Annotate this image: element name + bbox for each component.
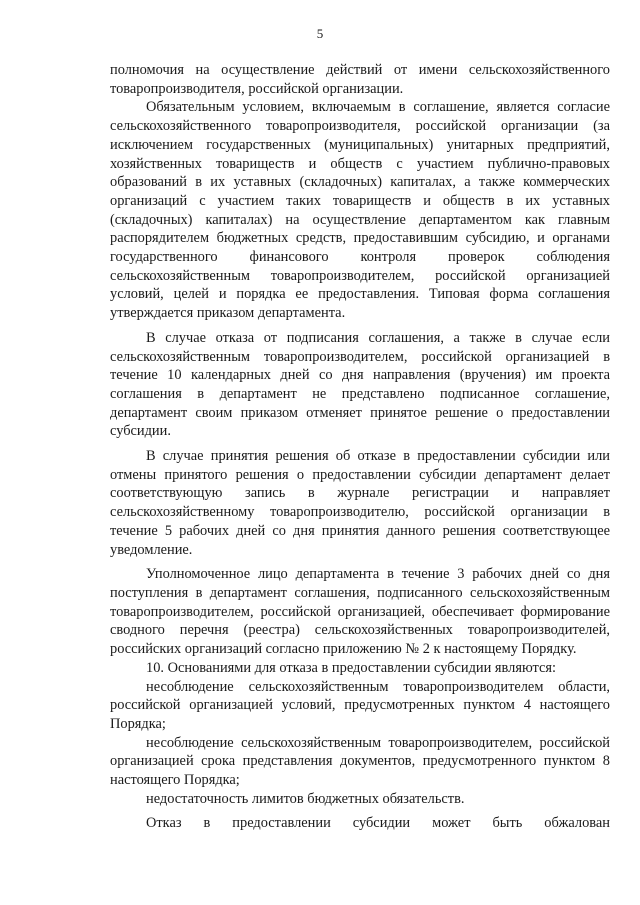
paragraph-ground-deadline: несоблюдение сельскохозяйственным товаропроизводителем, российской организацией срока представления документов, предусмотренного пунктом 8 настоящего Порядка;: [110, 734, 610, 789]
paragraph-continuation: полномочия на осуществление действий от имени сельскохозяйственного товаропроизводителя, российской организации.: [110, 62, 610, 97]
paragraph-appeal: Отказ в предоставлении субсидии может быть обжалован: [146, 815, 610, 832]
paragraph-registry-formation: Уполномоченное лицо департамента в течение 3 рабочих дней со дня поступления в департамент соглашения, подписанного сельскохозяйственным товаропроизводителем, российской организацией, обеспечивает формирование сводного перечня (реестра) сельскохозяйственных товаропроизводителей, российских организаций согласно приложению № 2 к настоящему Порядку.: [110, 566, 610, 658]
paragraph-agreement-condition: Обязательным условием, включаемым в соглашение, является согласие сельскохозяйственного товаропроизводителя, российской организации (за исключением государственных (муниципальных) унитарных предприятий, хозяйственных товариществ и обществ с участием публично-правовых образований в их уставных (складочных) капиталах, а также коммерческих организаций с участием таких товариществ и обществ в их уставных (складочных) капиталах) на осуществление департаментом как главным распорядителем бюджетных средств, предоставившим субсидию, и органами государственного финансового контроля проверок соблюдения сельскохозяйственным товаропроизводителем, российской организацией условий, целей и порядка ее предоставления. Типовая форма соглашения утверждается приказом департамента.: [110, 99, 610, 322]
document-body: [110, 61, 610, 833]
paragraph-refusal-to-sign: В случае отказа от подписания соглашения, а также в случае если сельскохозяйственным товаропроизводителем, российской организацией в течение 10 календарных дней со дня направления (вручения) им проекта соглашения в департамент не представлено подписанное соглашение, департамент своим приказом отменяет принятое решение о предоставлении субсидии.: [110, 329, 610, 440]
paragraph-ground-limits: недостаточность лимитов бюджетных обязательств.: [146, 790, 465, 807]
paragraph-refusal-decision: В случае принятия решения об отказе в предоставлении субсидии или отмены принятого решения о предоставлении субсидии департамент делает соответствующую запись в журнале регистрации и направляет сельскохозяйственному товаропроизводителю, российской организации в течение 5 рабочих дней со дня принятия данного решения соответствующее уведомление.: [110, 448, 610, 558]
paragraph-ground-conditions: несоблюдение сельскохозяйственным товаропроизводителем области, российской организацией условий, предусмотренных пунктом 4 настоящего Порядка;: [110, 678, 610, 732]
paragraph-refusal-grounds-heading: 10. Основаниями для отказа в предоставлении субсидии являются:: [146, 659, 556, 676]
page-number: 5: [316, 26, 324, 41]
